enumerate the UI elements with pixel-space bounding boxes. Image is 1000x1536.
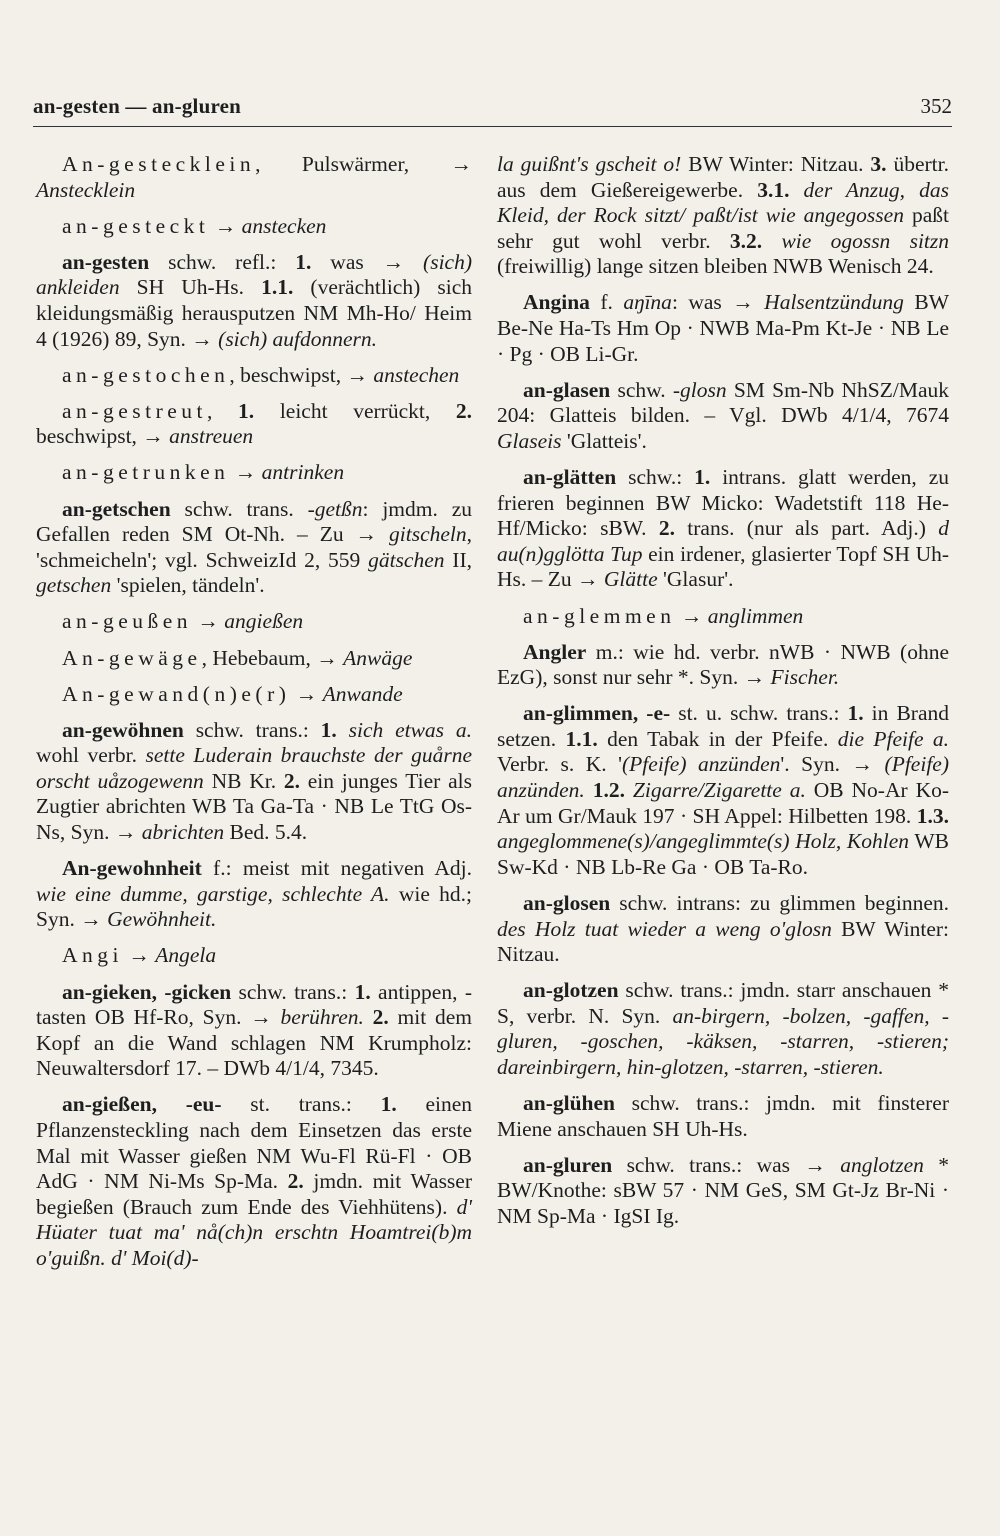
entry-text: -getßn [307,496,363,521]
entry-text [364,1005,373,1029]
entry-text: schw. trans. [170,496,308,521]
entry-text: OB No-Ar Ko-Ar um Gr/Mauk 197 · SH Appel: Hilbetten 198. [497,778,950,828]
headword: 1. [847,701,864,726]
headword: 2. [372,1005,389,1030]
entry-text: was → [311,249,424,274]
entry-text: -glosn [672,377,727,402]
entry-text: beschwipst, → [36,424,170,449]
headword: an-geußen [62,609,193,634]
entry-text: st. trans.: [221,1092,381,1117]
entry-text: schw. trans.: [231,979,355,1004]
entry-text: sette Luderain brauchste der guårne orscht uåzogewenn [36,743,472,793]
entry-gestreut [36,399,472,450]
entry-text: (sich) aufdonnern. [218,326,377,351]
entry-glimmen [497,701,949,880]
entry-text: m.: wie hd. verbr. nWB · NWB (ohne EzG), sonst nur sehr *. Syn. → [497,639,949,690]
entry-gesteckt [36,214,472,240]
headword: 1. [295,249,312,274]
headword: an-glemmen [523,603,676,628]
entry-getschen [36,497,472,599]
entry-text: Bed. 5.4. [224,820,308,845]
entry-gestochen [36,363,472,389]
entry-text: Halsentzündung [764,290,904,315]
entry-text: Verbr. s. K. ' [497,752,623,777]
entry-gluren [497,1153,949,1230]
entry-text: (verächtlich) sich kleidungsmäßig herausputzen NM Mh-Ho/ Heim 4 (1926) 89, Syn. → [36,275,472,351]
entry-text: aŋīna [623,290,672,315]
entry-text: la guißnt's gscheit o! [497,152,682,176]
entry-text: antippen, -tasten OB Hf-Ro, Syn. → [36,979,472,1030]
entry-text: (Pfeife) anzünden. [497,752,949,803]
entry-text: Fischer. [770,665,840,690]
headword: an-glühen [523,1091,616,1116]
headword: an-gieken, -gicken [62,979,232,1004]
entry-text: 'spielen, tändeln'. [111,573,265,598]
entry-glemmen [497,604,949,630]
entry-glaetten [497,465,949,593]
entry-text: anglimmen [707,603,804,628]
headword: 3.1. [757,177,790,202]
entry-gestecklein [36,152,472,203]
entry-text: , beschwipst, → [229,362,374,387]
entry-text: ein irdener, glasierter Topf SH Uh-Hs. – Zu → [497,541,950,592]
entry-text: anglotzen [840,1152,924,1177]
entry-text: * BW/Knothe: sBW 57 · NM GeS, SM Gt-Jz Br-Ni · NM Sp-Ma · IgSI Ig. [497,1152,950,1228]
left-column [36,152,472,1282]
headword: an-glosen [523,890,611,915]
entry-text: , 'schmeicheln'; vgl. SchweizId 2, 559 [36,522,472,572]
entry-text: anstechen [373,362,460,387]
running-header [33,94,952,119]
entry-text: wie eine dumme, garstige, schlechte A. [36,881,390,906]
headword: an-gießen, -eu- [62,1092,222,1117]
entry-text: → [209,213,242,238]
entry-text: angießen [224,609,304,634]
entry-gewande [36,682,472,708]
entry-gewaege [36,646,472,672]
headword: 1. [354,979,371,1004]
entry-text [337,718,349,742]
entry-text: BW Winter: Nitzau. [681,152,871,176]
headword: an-gewöhnen [62,717,184,742]
headword: Angina [523,290,590,315]
entry-text: wie ogossn sitzn [781,228,950,253]
entry-angler [497,640,949,691]
entry-text: mit dem Kopf an die Wand schlagen NM Krumpholz: Neuwaltersdorf 17. – DWb 4/1/4, 7345. [36,1005,472,1081]
entry-text: (Pfeife) anzünden [622,752,781,777]
entry-text [625,778,633,802]
entry-text: f. [589,290,624,315]
entry-text: einen Pflanzensteckling nach dem Einsetzen das erste Mal mit Wasser gießen NM Wu-Fl Rü-Fl · OB AdG · NM Ni-Ms Sp-Ma. [36,1092,473,1194]
right-column [497,152,949,1240]
entry-text: → [675,603,708,628]
entry-text: Anstecklein [36,177,136,202]
entry-text: schw. intrans: zu glimmen beginnen. [610,890,949,915]
headword: an-getrunken [62,460,230,485]
entry-text: , [207,398,239,423]
entry-text: BW Winter: Nitzau. [497,916,949,967]
entry-gluehen [497,1091,949,1142]
headword: 2. [658,516,675,541]
entry-text: wie hd.; Syn. → [36,881,472,932]
entry-text [789,178,803,202]
entry-text: SH Uh-Hs. [119,275,262,300]
entry-text: , Pulswärmer, → [255,152,472,176]
entry-text: paßt sehr gut wohl verbr. [497,203,949,253]
entry-text: antrinken [261,460,345,485]
headword: an-glimmen, -e- [523,701,671,726]
entry-text: WB Sw-Kd · NB Lb-Re Ga · OB Ta-Ro. [497,829,949,879]
headword: an-gluren [523,1152,613,1177]
entry-text: anstecken [241,213,327,238]
entry-text: d' Hüater tuat ma' nå(ch)n erschtn Hoamtrei(b)m o'guißn. d' Moi(d)- [36,1194,472,1270]
entry-text: gätschen [368,547,445,572]
header-title: an-gesten — an-gluren [33,94,241,118]
entry-text: → [229,460,262,485]
entry-gewohnheit [36,856,472,933]
entry-text: schw.: [616,465,695,490]
entry-text: '. Syn. → [780,752,885,777]
entry-text: 'Glatteis'. [561,428,647,453]
headword: 1. [694,465,711,490]
entry-gieken [36,980,472,1082]
entry-text: trans. (nur als part. Adj.) [674,516,939,541]
entry-text: gitscheln [389,522,467,547]
entry-text: Anwäge [343,645,413,670]
entry-text: schw. trans.: was → [612,1152,841,1177]
headword: An-gewohnheit [62,856,202,881]
entry-text: Zigarre/Zigarette a. [632,778,806,803]
entry-text: sich etwas a. [348,717,472,742]
entry-text: übertr. aus dem Gießereigewerbe. [497,152,949,202]
entry-text: st. u. schw. trans.: [670,701,848,726]
entry-text: intrans. glatt werden, zu frieren beginnen BW Micko: Wadetstift 118 He-Hf/Micko: sBW. [497,465,950,541]
entry-text: schw. trans.: jmdn. mit finsterer Miene anschauen SH Uh-Hs. [497,1091,949,1141]
headword: 1. [380,1092,397,1117]
entry-text: die Pfeife a. [837,726,949,751]
entry-text: ein junges Tier als Zugtier abrichten WB Ta Ga-Ta · NB Le TtG Os-Ns, Syn. → [36,768,472,845]
headword: An-gewand(n)e(r) [62,681,291,706]
headword: an-glätten [523,465,617,490]
entry-text: schw. trans.: jmdn. starr anschauen * S, verbr. N. Syn. [497,978,949,1028]
entry-gesten [36,250,472,352]
entry-text: II, [444,547,472,572]
headword: an-gesteckt [62,213,210,238]
page-number: 352 [920,94,952,118]
entry-glasen [497,378,949,455]
entry-giessen [36,1092,472,1271]
entry-text: anstreuen [169,424,254,449]
headword: 2. [455,398,473,423]
headword: An-gewäge [62,645,202,670]
headword: 2. [283,768,300,793]
headword: an-gestreut [62,398,208,423]
header-rule [33,126,952,127]
entry-text: → [290,681,323,706]
headword: 1. [320,717,337,742]
headword: an-getschen [62,496,171,521]
entry-text: angeglommene(s)/angeglimmte(s) Holz, Kohlen [497,829,910,854]
entry-text: getschen [36,573,112,598]
entry-text: 'Glasur'. [657,567,734,592]
entry-text: : was → [671,290,765,315]
headword: an-gesten [62,249,150,274]
entry-text: schw. [610,377,673,402]
headword: 3. [870,152,887,176]
entry-text: an-birgern, -bolzen, -gaffen, -gluren, -goschen, -käksen, -starren, -stieren; dareinbirgern, hin-glotzen, -starren, -stieren. [497,1003,949,1079]
headword: 1.3. [916,803,949,828]
headword: 1.1. [565,726,598,751]
entry-text: NB Kr. [203,768,284,793]
entry-text: berühren. [280,1005,364,1030]
entry-text: (sich) ankleiden [36,249,472,300]
entry-text: der Anzug, das Kleid, der Rock sitzt/ paßt/ist wie angegossen [497,177,950,228]
headword: Angi [62,943,123,968]
entry-gewoehnen [36,718,472,846]
entry-text: : jmdm. zu Gefallen reden SM Ot-Nh. – Zu → [36,496,472,547]
entry-getrunken [36,460,472,486]
headword: an-glotzen [523,978,619,1003]
headword: an-gestochen [62,362,230,387]
entry-text: wohl verbr. [36,743,146,768]
entry-glotzen [497,978,949,1080]
entry-angi [36,943,472,969]
entry-angina [497,290,949,367]
entry-text: Angela [155,943,217,968]
entry-glosen [497,891,949,968]
headword: 3.2. [729,228,763,253]
entry-text: (freiwillig) lange sitzen bleiben NWB Wenisch 24. [497,254,934,279]
entry-text: BW Be-Ne Ha-Ts Hm Op · NWB Ma-Pm Kt-Je · NB Le · Pg · OB Li-Gr. [497,290,949,366]
entry-text: SM Sm-Nb NhSZ/Mauk 204: Glatteis bilden. – Vgl. DWb 4/1/4, 7674 [497,377,949,428]
entry-text: Anwande [322,681,403,706]
entry-text: jmdn. mit Wasser begießen (Brauch zum Ende des Viehhütens). [36,1169,473,1219]
headword: 1.1. [261,275,294,300]
headword: Angler [523,639,587,664]
entry-text: leicht verrückt, [254,398,456,423]
entry-text: in Brand setzen. [497,701,949,751]
entry-text: f.: meist mit negativen Adj. [201,856,472,881]
headword: 2. [287,1169,304,1194]
entry-text: → [123,943,156,968]
headword: 1. [238,398,255,423]
entry-text: Gewöhnheit. [107,907,217,932]
entry-giessen-cont [497,152,949,280]
headword: 1.2. [592,778,625,803]
entry-geussen [36,609,472,635]
entry-text [762,229,781,253]
entry-text: , Hebebaum, → [201,645,344,670]
entry-text: Glätte [603,567,658,592]
headword: An-gestecklein [62,152,256,176]
entry-text: schw. trans.: [183,717,321,742]
entry-text: den Tabak in der Pfeife. [597,726,838,751]
entry-text: → [192,609,225,634]
entry-text [585,778,593,802]
entry-text: Glaseis [497,428,562,453]
entry-text: abrichten [141,820,225,845]
entry-text: schw. refl.: [149,249,296,274]
entry-text: d au(n)gglötta Tup [497,516,949,566]
headword: an-glasen [523,377,611,402]
entry-text: des Holz tuat wieder a weng o'glosn [497,916,832,941]
